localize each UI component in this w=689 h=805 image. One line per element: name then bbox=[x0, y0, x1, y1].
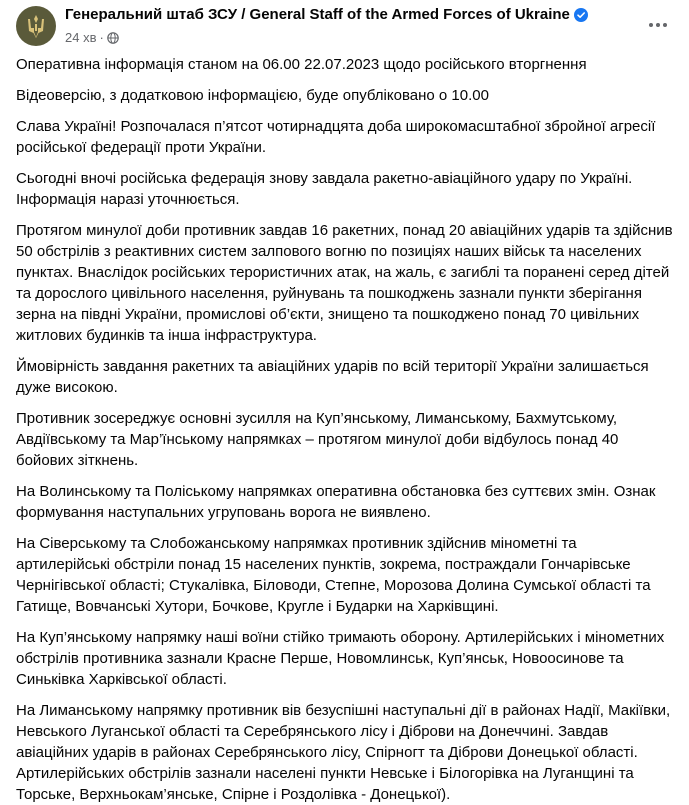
meta-separator: · bbox=[99, 30, 104, 45]
page-avatar[interactable] bbox=[16, 6, 56, 46]
post-paragraph: На Волинському та Поліському напрямках оперативна обстановка без суттєвих змін. Ознак формування наступальних угруповань ворога не виявлено. bbox=[16, 483, 656, 521]
post-paragraph: Сьогодні вночі російська федерація знову завдала ракетно-авіаційного удару по Україні. Інформація наразі уточнюється. bbox=[16, 170, 633, 208]
post-paragraph: Оперативна інформація станом на 06.00 22.07.2023 щодо російського вторгнення bbox=[16, 56, 587, 73]
post-meta bbox=[65, 30, 119, 45]
post-paragraph: Відеоверсію, з додатковою інформацією, буде опубліковано о 10.00 bbox=[16, 87, 489, 104]
post-header bbox=[16, 0, 673, 54]
post-body bbox=[16, 54, 673, 805]
post-paragraph: Слава Україні! Розпочалася п’ятсот чотирнадцята доба широкомасштабної збройної агресії російської федерації проти України. bbox=[16, 118, 656, 156]
post-paragraph: На Куп’янському напрямку наші воїни стійко тримають оборону. Артилерійських і мінометних обстрілів противника зазнали Красне Перше, Новомлинськ, Куп’янськ, Новоосинове та Синьківка Харківської області. bbox=[16, 629, 665, 688]
post-author-link[interactable] bbox=[65, 6, 588, 23]
more-options-button[interactable] bbox=[643, 10, 673, 40]
post-timestamp[interactable]: 24 хв bbox=[65, 30, 97, 45]
globe-icon bbox=[107, 32, 119, 44]
post-paragraph: Протягом минулої доби противник завдав 16 ракетних, понад 20 авіаційних ударів та здійснив 50 обстрілів з реактивних систем залпового вогню по позиціях наших військ та населених пунктах. Внаслідок російських терористичних атак, на жаль, є загиблі та поранені серед дітей та дорослого цивільного населення, руйнувань та пошкоджень зазнали пункти зберігання зерна на півдні України, промислові об’єкти, знищено та пошкоджено понад 70 цивільних житлових будинків та інша інфраструктура. bbox=[16, 222, 673, 344]
post-author-name: Генеральний штаб ЗСУ / General Staff of the Armed Forces of Ukraine bbox=[65, 6, 570, 23]
more-options-icon bbox=[648, 22, 668, 28]
post-paragraph: Ймовірність завдання ракетних та авіаційних ударів по всій території України залишається дуже високою. bbox=[16, 358, 649, 396]
post-paragraph: На Лиманському напрямку противник вів безуспішні наступальні дії в районах Надії, Макіївки, Невського Луганської області та Серебрянського лісу і Діброви на Донеччині. Завдав авіаційних ударів в районах Серебрянського лісу, Спірногт та Діброви Донецької області. Артилерійських обстрілів зазнали населені пункти Невське і Білогорівка на Луганщині та Торське, Верхньокам’янське, Спірне і Роздолівка - Донецької). bbox=[16, 702, 671, 803]
post-paragraph: Противник зосереджує основні зусилля на Куп’янському, Лиманському, Бахмутському, Авдіївському та Мар’їнському напрямках – протягом минулої доби відбулось понад 40 бойових зіткнень. bbox=[16, 410, 619, 469]
verified-badge-icon bbox=[574, 8, 588, 22]
post-paragraph: На Сіверському та Слобожанському напрямках противник здійснив мінометні та артилерійські обстріли понад 15 населених пунктів, зокрема, постраждали Гончарівське Чернігівської області; Стукалівка, Біловоди, Степне, Морозова Долина Сумської області та Гатище, Вовчанські Хутори, Бочкове, Кругле і Бударки на Харківщині. bbox=[16, 535, 651, 615]
trident-emblem-icon bbox=[23, 13, 49, 39]
